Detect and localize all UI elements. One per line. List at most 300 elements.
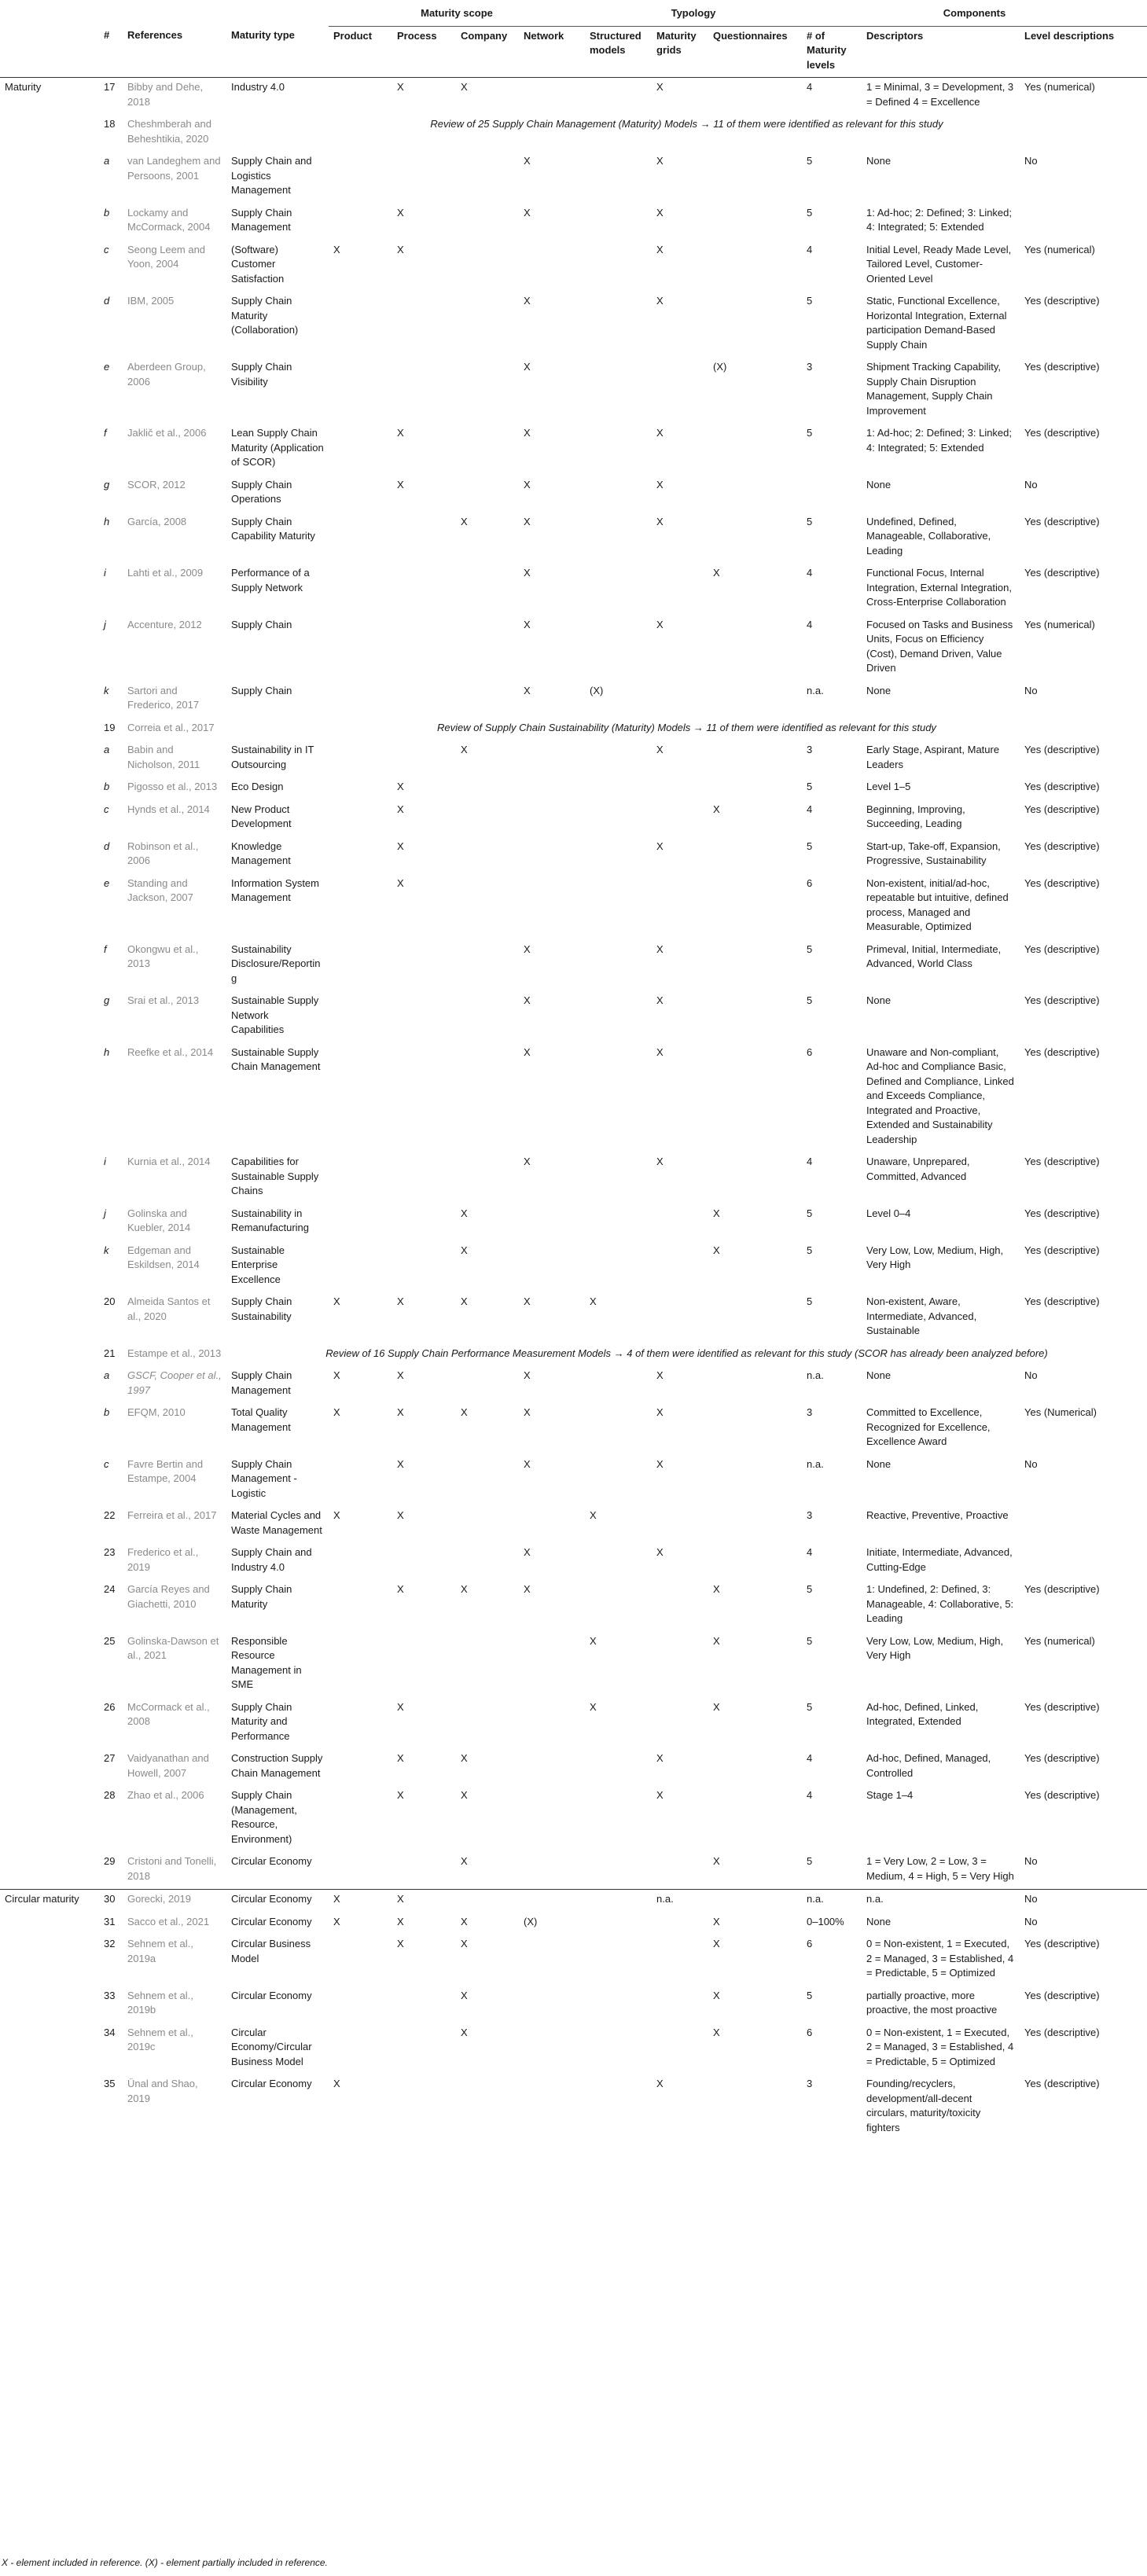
cell-id: k (104, 1244, 109, 1256)
table-row (0, 1543, 1147, 1580)
cell-level-descriptions: Yes (Numerical) (1024, 1406, 1097, 1418)
cell-questionnaires (708, 991, 802, 1043)
cell-process (392, 2023, 456, 2075)
cell-company (456, 1698, 519, 1750)
cell-id: f (104, 427, 107, 439)
table-row (0, 78, 1147, 116)
cell-maturity-type: Information System Management (231, 876, 319, 903)
cell-id: 25 (104, 1634, 116, 1647)
cell-reference: Golinska and Kuebler, 2014 (127, 1207, 191, 1233)
cell-product (329, 837, 392, 874)
cell-process: X (397, 1295, 404, 1307)
section-cell (0, 513, 99, 564)
cell-questionnaires (708, 292, 802, 358)
col-levels: # of Maturity levels (802, 26, 862, 78)
cell-maturity-type: Circular Economy (231, 1855, 312, 1867)
table-row (0, 874, 1147, 940)
cell-levels: 5 (807, 1583, 813, 1595)
cell-descriptors: 1: Undefined, 2: Defined, 3: Manageable, 4: Collaborative, 5: Leading (866, 1583, 1014, 1624)
cell-product (329, 1935, 392, 1986)
cell-company: X (461, 1752, 468, 1764)
cell-maturity-grids (652, 1698, 708, 1750)
cell-descriptors: None (866, 684, 891, 696)
cell-descriptors: 1: Ad-hoc; 2: Defined; 3: Linked; 4: Integrated; 5: Extended (866, 206, 1013, 233)
cell-maturity-grids: X (656, 618, 664, 630)
cell-network: X (524, 1457, 531, 1470)
cell-maturity-grids (652, 2023, 708, 2075)
cell-levels: 5 (807, 295, 813, 307)
cell-descriptors: None (866, 1915, 891, 1927)
cell-levels: 3 (807, 1509, 813, 1521)
cell-id: 34 (104, 2026, 116, 2038)
cell-level-descriptions: Yes (descriptive) (1024, 1156, 1100, 1167)
col-product: Product (329, 26, 392, 78)
cell-product (329, 616, 392, 682)
cell-questionnaires (708, 241, 802, 292)
cell-maturity-type: Material Cycles and Waste Management (231, 1509, 322, 1536)
cell-reference: Almeida Santos et al., 2020 (127, 1295, 211, 1322)
cell-network: X (524, 618, 531, 630)
cell-company (456, 204, 519, 241)
cell-company (456, 564, 519, 616)
table-row (0, 1786, 1147, 1852)
cell-company (456, 874, 519, 940)
cell-descriptors: 0 = Non-existent, 1 = Executed, 2 = Managed, 3 = Established, 4 = Predictable, 5 = Optimized (866, 1938, 1014, 1979)
cell-network: X (524, 155, 531, 167)
cell-network: X (524, 1295, 531, 1307)
cell-structured-models (585, 424, 652, 476)
cell-maturity-type: Sustainability Disclosure/Reporting (231, 943, 321, 984)
cell-company (456, 1632, 519, 1698)
cell-structured-models (585, 513, 652, 564)
cell-reference: Aberdeen Group, 2006 (127, 361, 206, 388)
section-cell (0, 1152, 99, 1204)
table-row (0, 424, 1147, 476)
table-row (0, 358, 1147, 424)
cell-structured-models: X (590, 1509, 597, 1521)
cell-reference: McCormack et al., 2008 (127, 1700, 210, 1727)
cell-maturity-grids: X (656, 2078, 664, 2089)
table-row (0, 940, 1147, 992)
table-row (0, 1043, 1147, 1153)
cell-maturity-grids: X (656, 206, 664, 219)
cell-reference: Golinska-Dawson et al., 2021 (127, 1634, 219, 1661)
col-maturity-type: Maturity type (226, 26, 329, 78)
cell-process (392, 1543, 456, 1580)
cell-descriptors: Non-existent, Aware, Intermediate, Advanced, Sustainable (866, 1295, 977, 1336)
cell-structured-models (585, 874, 652, 940)
cell-process: X (397, 81, 404, 93)
cell-maturity-grids: X (656, 840, 664, 852)
cell-product: X (333, 1295, 340, 1307)
section-cell (0, 2023, 99, 2075)
cell-structured-models (585, 1543, 652, 1580)
section-cell (0, 940, 99, 992)
section-cell (0, 1935, 99, 1986)
cell-descriptors: 0 = Non-existent, 1 = Executed, 2 = Managed, 3 = Established, 4 = Predictable, 5 = Optimized (866, 2026, 1014, 2067)
cell-id: b (104, 1406, 110, 1418)
cell-descriptors: Functional Focus, Internal Integration, External Integration, Cross-Enterprise Collaboration (866, 567, 1013, 608)
cell-maturity-grids (652, 564, 708, 616)
cell-structured-models (585, 1152, 652, 1204)
cell-questionnaires (708, 476, 802, 513)
col-structured-models: Structured models (585, 26, 652, 78)
cell-network: X (524, 684, 531, 696)
cell-maturity-type: Lean Supply Chain Maturity (Application of SCOR) (231, 427, 324, 468)
cell-levels: 5 (807, 427, 813, 439)
cell-questionnaires (708, 940, 802, 992)
cell-questionnaires (708, 513, 802, 564)
cell-product: X (333, 2078, 340, 2089)
cell-levels: 5 (807, 1700, 813, 1713)
cell-maturity-type: Supply Chain Management (231, 1369, 292, 1396)
cell-structured-models (585, 1366, 652, 1403)
cell-maturity-type: Sustainable Enterprise Excellence (231, 1244, 285, 1285)
cell-descriptors: Shipment Tracking Capability, Supply Chain Disruption Management, Supply Chain Improvement (866, 361, 1002, 417)
cell-structured-models (585, 777, 652, 800)
section-cell (0, 874, 99, 940)
cell-process (392, 1204, 456, 1241)
cell-maturity-grids: X (656, 1752, 664, 1764)
cell-level-descriptions: Yes (descriptive) (1024, 876, 1100, 889)
cell-company (456, 940, 519, 992)
cell-company: X (461, 2026, 468, 2038)
cell-network: X (524, 515, 531, 527)
section-cell (0, 616, 99, 682)
cell-maturity-grids: X (656, 1789, 664, 1801)
table-row (0, 204, 1147, 241)
cell-maturity-grids: X (656, 1156, 664, 1167)
cell-id: 28 (104, 1789, 116, 1801)
table-row (0, 1344, 1147, 1367)
cell-descriptors: partially proactive, more proactive, the most proactive (866, 1989, 998, 2016)
cell-id: 20 (104, 1295, 116, 1307)
cell-questionnaires (708, 837, 802, 874)
cell-maturity-grids: X (656, 81, 664, 93)
cell-questionnaires (708, 78, 802, 116)
cell-maturity-type: Supply Chain Visibility (231, 361, 292, 388)
table-row (0, 1632, 1147, 1698)
cell-maturity-grids (652, 1506, 708, 1543)
cell-network: X (524, 1369, 531, 1381)
cell-levels: 5 (807, 1634, 813, 1647)
section-cell (0, 1580, 99, 1632)
cell-structured-models (585, 1043, 652, 1153)
cell-descriptors: Very Low, Low, Medium, High, Very High (866, 1634, 1004, 1661)
cell-level-descriptions: Yes (descriptive) (1024, 295, 1100, 307)
table-body (0, 78, 1147, 2141)
cell-maturity-grids (652, 1241, 708, 1293)
cell-network: X (524, 478, 531, 491)
section-cell (0, 564, 99, 616)
cell-questionnaires: X (713, 2026, 720, 2038)
cell-id: 24 (104, 1583, 116, 1595)
cell-descriptors: Ad-hoc, Defined, Managed, Controlled (866, 1752, 991, 1779)
cell-id: 21 (104, 1347, 116, 1359)
cell-id: g (104, 478, 110, 491)
cell-maturity-type: Supply Chain (231, 618, 292, 630)
cell-descriptors: Stage 1–4 (866, 1789, 914, 1801)
cell-network (519, 2023, 585, 2075)
cell-level-descriptions: Yes (descriptive) (1024, 781, 1100, 792)
cell-company (456, 616, 519, 682)
section-cell (0, 1344, 99, 1367)
cell-network (519, 1890, 585, 1913)
cell-product (329, 1152, 392, 1204)
cell-structured-models (585, 740, 652, 777)
cell-id: a (104, 744, 110, 755)
cell-structured-models (585, 2023, 652, 2075)
cell-questionnaires: X (713, 1207, 720, 1219)
cell-reference: Okongwu et al., 2013 (127, 943, 199, 969)
cell-structured-models: X (590, 1295, 597, 1307)
cell-questionnaires (708, 1786, 802, 1852)
table-header (0, 3, 1147, 78)
section-cell (0, 1986, 99, 2023)
table-row (0, 718, 1147, 741)
cell-product (329, 874, 392, 940)
cell-descriptors: Initiate, Intermediate, Advanced, Cutting-Edge (866, 1546, 1013, 1573)
cell-maturity-grids (652, 777, 708, 800)
cell-level-descriptions: Yes (descriptive) (1024, 361, 1100, 373)
cell-product (329, 1786, 392, 1852)
cell-questionnaires: X (713, 567, 720, 579)
cell-company: X (461, 1915, 468, 1927)
cell-structured-models (585, 241, 652, 292)
cell-company (456, 682, 519, 718)
cell-product (329, 358, 392, 424)
cell-product (329, 424, 392, 476)
cell-maturity-type: Supply Chain Management (231, 206, 292, 233)
cell-maturity-grids (652, 800, 708, 837)
cell-questionnaires (708, 152, 802, 204)
section-cell (0, 292, 99, 358)
cell-network: X (524, 427, 531, 439)
cell-maturity-grids (652, 1986, 708, 2023)
table-row (0, 1152, 1147, 1204)
cell-network: X (524, 943, 531, 955)
cell-descriptors: None (866, 994, 891, 1006)
cell-levels: 4 (807, 1156, 813, 1167)
cell-reference: Jaklič et al., 2006 (127, 427, 207, 439)
cell-structured-models (585, 991, 652, 1043)
cell-network: X (524, 295, 531, 307)
cell-reference: Sehnem et al., 2019b (127, 1989, 193, 2016)
cell-descriptors: Beginning, Improving, Succeeding, Leading (866, 803, 965, 829)
cell-id: c (104, 1457, 109, 1470)
review-note: Review of 16 Supply Chain Performance Measurement Models → 4 of them were identified as relevant for this study (SCOR has already been analyzed before) (325, 1347, 1048, 1359)
cell-level-descriptions: No (1024, 1457, 1038, 1470)
table-row (0, 1506, 1147, 1543)
cell-descriptors: Initial Level, Ready Made Level, Tailored Level, Customer-Oriented Level (866, 243, 1012, 285)
cell-descriptors: Reactive, Preventive, Proactive (866, 1509, 1009, 1521)
col-references: References (123, 26, 226, 78)
cell-levels: 4 (807, 567, 813, 579)
cell-structured-models (585, 837, 652, 874)
cell-maturity-type: Supply Chain and Industry 4.0 (231, 1546, 312, 1573)
cell-levels: 5 (807, 1989, 813, 2001)
cell-descriptors: Level 0–4 (866, 1207, 911, 1219)
cell-reference: Edgeman and Eskildsen, 2014 (127, 1244, 200, 1270)
table-row (0, 991, 1147, 1043)
cell-process: X (397, 427, 404, 439)
cell-maturity-type: Knowledge Management (231, 840, 291, 866)
cell-levels: 4 (807, 1789, 813, 1801)
cell-network (519, 1204, 585, 1241)
table-row (0, 616, 1147, 682)
cell-reference: Gorecki, 2019 (123, 1890, 226, 1913)
cell-process: X (397, 1789, 404, 1801)
cell-product (329, 513, 392, 564)
section-cell (0, 152, 99, 204)
cell-reference: Sacco et al., 2021 (127, 1915, 210, 1927)
cell-maturity-type: Construction Supply Chain Management (231, 1752, 323, 1779)
cell-level-descriptions: Yes (descriptive) (1024, 943, 1100, 955)
cell-process (392, 2074, 456, 2141)
cell-company (456, 292, 519, 358)
cell-level-descriptions: Yes (descriptive) (1024, 1938, 1100, 1949)
cell-levels: 4 (807, 803, 813, 815)
cell-structured-models (585, 940, 652, 992)
cell-structured-models (585, 476, 652, 513)
cell-descriptors: None (866, 478, 891, 491)
cell-product (329, 1543, 392, 1580)
cell-id: a (104, 1369, 110, 1381)
table-row (0, 1986, 1147, 2023)
cell-product (329, 1749, 392, 1786)
cell-questionnaires (708, 1455, 802, 1507)
cell-product (329, 78, 392, 116)
cell-process (392, 682, 456, 718)
cell-company: X (461, 1789, 468, 1801)
cell-maturity-grids (652, 1935, 708, 1986)
cell-maturity-grids (652, 1913, 708, 1935)
cell-network (519, 241, 585, 292)
cell-questionnaires (708, 1890, 802, 1913)
cell-level-descriptions: Yes (descriptive) (1024, 744, 1100, 755)
table-row (0, 476, 1147, 513)
cell-structured-models (585, 1455, 652, 1507)
cell-level-descriptions: No (1024, 684, 1038, 696)
cell-reference: Standing and Jackson, 2007 (127, 876, 193, 903)
cell-questionnaires: X (713, 1915, 720, 1927)
cell-maturity-grids: X (656, 744, 664, 755)
cell-descriptors: Committed to Excellence, Recognized for Excellence, Excellence Award (866, 1406, 991, 1447)
section-cell (0, 1204, 99, 1241)
cell-maturity-type: Circular Economy (231, 2078, 312, 2089)
cell-reference: SCOR, 2012 (127, 478, 186, 491)
section-cell (0, 1749, 99, 1786)
cell-id: b (104, 206, 110, 219)
section-cell (0, 837, 99, 874)
cell-company (456, 1506, 519, 1543)
cell-questionnaires: X (713, 1244, 720, 1256)
cell-structured-models (585, 564, 652, 616)
cell-id: c (104, 243, 109, 255)
cell-maturity-type: Supply Chain Sustainability (231, 1295, 292, 1322)
section-cell (0, 1913, 99, 1935)
cell-network: X (524, 567, 531, 579)
cell-reference: Ferreira et al., 2017 (127, 1509, 217, 1521)
table-row (0, 1935, 1147, 1986)
cell-reference: Sehnem et al., 2019c (127, 2026, 193, 2052)
cell-maturity-grids (652, 1632, 708, 1698)
cell-reference: Cristoni and Tonelli, 2018 (127, 1855, 217, 1882)
cell-network (519, 777, 585, 800)
cell-structured-models (585, 1852, 652, 1890)
cell-process: X (397, 781, 404, 792)
cell-reference: van Landeghem and Persoons, 2001 (127, 155, 221, 182)
cell-descriptors: n.a. (862, 1890, 1020, 1913)
cell-levels: 5 (807, 781, 813, 792)
cell-maturity-type: Industry 4.0 (231, 81, 285, 93)
table-row (0, 152, 1147, 204)
cell-structured-models (585, 1241, 652, 1293)
cell-process: X (392, 1890, 456, 1913)
section-cell (0, 991, 99, 1043)
cell-descriptors: None (866, 155, 891, 167)
cell-questionnaires: X (713, 1989, 720, 2001)
cell-network (519, 800, 585, 837)
cell-levels: 4 (807, 81, 813, 93)
cell-process (392, 1043, 456, 1153)
cell-maturity-grids (652, 1204, 708, 1241)
cell-questionnaires (708, 616, 802, 682)
cell-company: X (461, 1244, 468, 1256)
cell-company (456, 1890, 519, 1913)
cell-reference: Correia et al., 2017 (127, 721, 215, 733)
table-row (0, 800, 1147, 837)
cell-maturity-grids: X (656, 243, 664, 255)
cell-levels: 5 (807, 206, 813, 219)
cell-network (519, 1506, 585, 1543)
cell-process: X (397, 206, 404, 219)
cell-reference: Vaidyanathan and Howell, 2007 (127, 1752, 209, 1779)
cell-process (392, 152, 456, 204)
cell-process: X (397, 478, 404, 491)
cell-level-descriptions: No (1024, 1855, 1038, 1867)
cell-maturity-grids: X (656, 155, 664, 167)
cell-process (392, 740, 456, 777)
cell-id: 26 (104, 1700, 116, 1713)
cell-levels: 3 (807, 2078, 813, 2089)
cell-maturity-type: Supply Chain (Management, Resource, Environment) (231, 1789, 297, 1845)
cell-levels: n.a. (802, 1890, 862, 1913)
section-cell (0, 115, 99, 152)
cell-level-descriptions: No (1024, 155, 1038, 167)
cell-maturity-grids (652, 874, 708, 940)
col-questionnaires: Questionnaires (708, 26, 802, 78)
cell-structured-models (585, 1403, 652, 1455)
table-row (0, 1204, 1147, 1241)
cell-product (329, 1580, 392, 1632)
cell-questionnaires (708, 777, 802, 800)
cell-id: j (104, 1207, 106, 1219)
cell-company: X (461, 1207, 468, 1219)
cell-id: 35 (104, 2078, 116, 2089)
cell-structured-models (585, 78, 652, 116)
table-row (0, 292, 1147, 358)
group-typology: Typology (585, 3, 802, 26)
section-label: Circular maturity (0, 1890, 99, 1913)
cell-reference: Favre Bertin and Estampe, 2004 (127, 1457, 204, 1484)
cell-process (392, 940, 456, 992)
cell-product (329, 152, 392, 204)
cell-process (392, 991, 456, 1043)
cell-maturity-type: Eco Design (231, 781, 284, 792)
cell-id: 29 (104, 1855, 116, 1867)
cell-process (392, 1632, 456, 1698)
